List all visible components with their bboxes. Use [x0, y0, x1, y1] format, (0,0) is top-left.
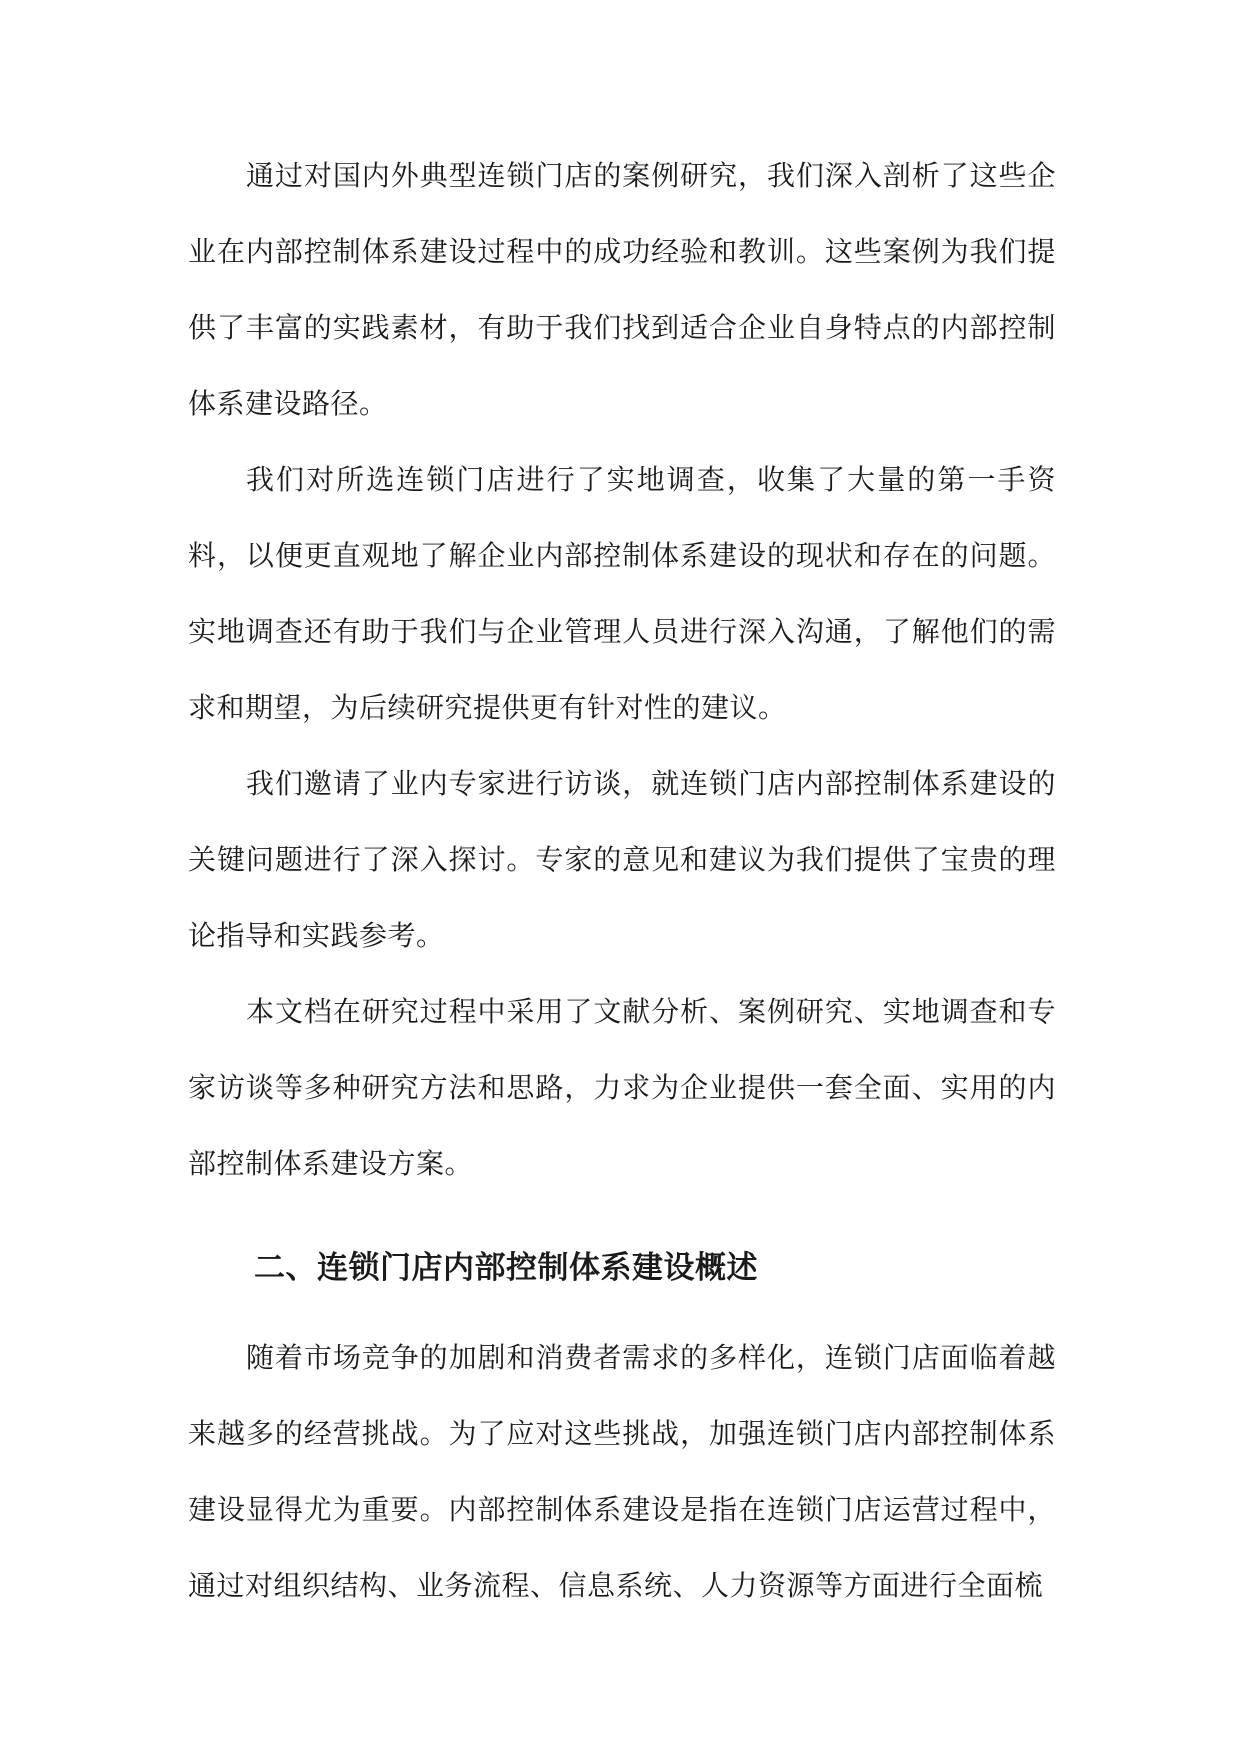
paragraph-case-study: 通过对国内外典型连锁门店的案例研究，我们深入剖析了这些企业在内部控制体系建设过程中的成功经验和教训。这些案例为我们提供了丰富的实践素材，有助于我们找到适合企业自身特点的内部控制体系建设路径。: [188, 159, 1056, 420]
paragraph-overview: 随着市场竞争的加剧和消费者需求的多样化，连锁门店面临着越来越多的经营挑战。为了应对这些挑战，加强连锁门店内部控制体系建设显得尤为重要。内部控制体系建设是指在连锁门店运营过程中，通过对组织结构、业务流程、信息系统、人力资源等方面进行全面梳: [188, 1341, 1056, 1602]
paragraph-expert-interview: 我们邀请了业内专家进行访谈，就连锁门店内部控制体系建设的关键问题进行了深入探讨。专家的意见和建议为我们提供了宝贵的理论指导和实践参考。: [188, 767, 1056, 952]
paragraph-methodology: 本文档在研究过程中采用了文献分析、案例研究、实地调查和专家访谈等多种研究方法和思路，力求为企业提供一套全面、实用的内部控制体系建设方案。: [188, 995, 1056, 1180]
section-heading: 二、连锁门店内部控制体系建设概述: [254, 1250, 758, 1286]
paragraph-field-survey: 我们对所选连锁门店进行了实地调查，收集了大量的第一手资料，以便更直观地了解企业内部控制体系建设的现状和存在的问题。实地调查还有助于我们与企业管理人员进行深入沟通，了解他们的需求和期望，为后续研究提供更有针对性的建议。: [188, 463, 1056, 724]
document-page: [188, 138, 1056, 1624]
